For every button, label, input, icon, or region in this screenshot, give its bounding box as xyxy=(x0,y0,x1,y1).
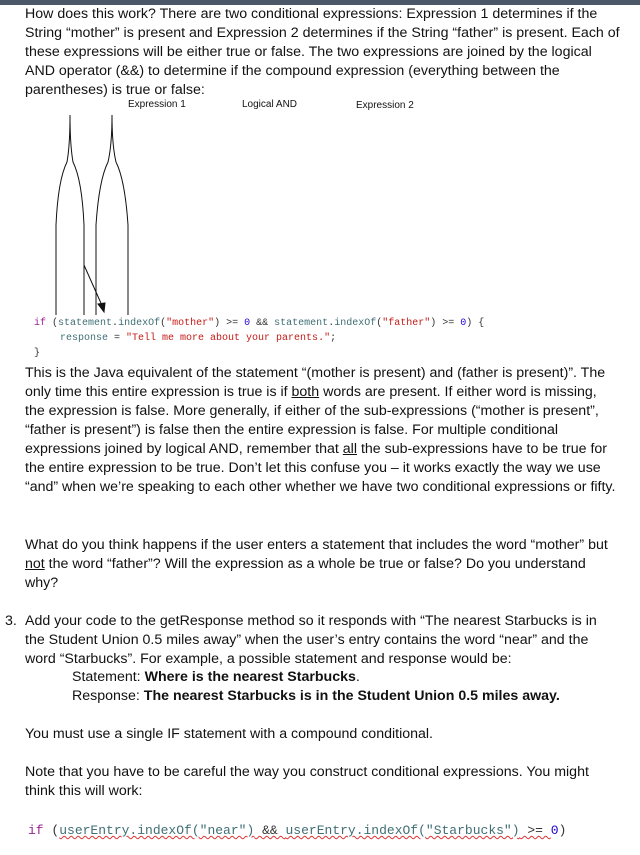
code-line-1: if (statement.indexOf("mother") >= 0 && statement.indexOf("father") >= 0) { xyxy=(34,318,485,329)
single-if-paragraph: You must use a single IF statement with a compound conditional. xyxy=(25,726,433,742)
code-line-2: response = "Tell me more about your parents."; xyxy=(60,333,337,344)
expression-brace-diagram xyxy=(0,110,640,315)
label-expression-2: Expression 2 xyxy=(356,100,414,111)
label-expression-1: Expression 1 xyxy=(128,99,186,110)
code-example-2: if (userEntry.indexOf("near") && userEntry.indexOf("Starbucks") >= 0) xyxy=(28,823,567,838)
question-paragraph: What do you think happens if the user enters a statement that includes the word “mother” but not the word “father”? Will the expression as a whole be true or false? Do you understand why? xyxy=(25,537,608,591)
brace-expression-2 xyxy=(96,115,128,315)
list-number-3: 3. xyxy=(5,613,17,629)
brace-expression-1 xyxy=(56,115,84,315)
intro-paragraph: How does this work? There are two conditional expressions: Expression 1 determines if the String “mother” is present and Expression 2 determines if the String “father” is present. Each of these expressions will be either true or false. The two expressions are joined by the logical AND operator (&&) to determine if the compound expression (everything between the parentheses) is true or false: xyxy=(25,6,620,98)
item-3-text: Add your code to the getResponse method so it responds with “The nearest Starbucks is in the Student Union 0.5 miles away” when the user’s entry contains the word “near” and the word “Starbucks”. For example, a possible statement and response would be: xyxy=(25,613,597,667)
explanation-paragraph: This is the Java equivalent of the statement “(mother is present) and (father is present)”. The only time this entire expression is true is if both words are present. If either word is missing, the expression is false. More generally, if either of the sub-expressions (“mother is present”, “father is present”) is false then the entire expression is false. For multiple conditional expressions joined by logical AND, remember that all the sub-expressions have to be true for the entire expression to be true. Don’t let this confuse you – it works exactly the way we use “and” when we’re speaking to each other whether we have two conditional expressions or fifty. xyxy=(25,365,616,495)
code-line-3: } xyxy=(34,348,41,359)
label-logical-and: Logical AND xyxy=(242,99,298,110)
example-response: Response: The nearest Starbucks is in the Student Union 0.5 miles away. xyxy=(72,688,560,704)
note-paragraph: Note that you have to be careful the way you construct conditional expressions. You might think this will work: xyxy=(25,764,589,799)
example-statement: Statement: Where is the nearest Starbucks. xyxy=(72,669,360,685)
